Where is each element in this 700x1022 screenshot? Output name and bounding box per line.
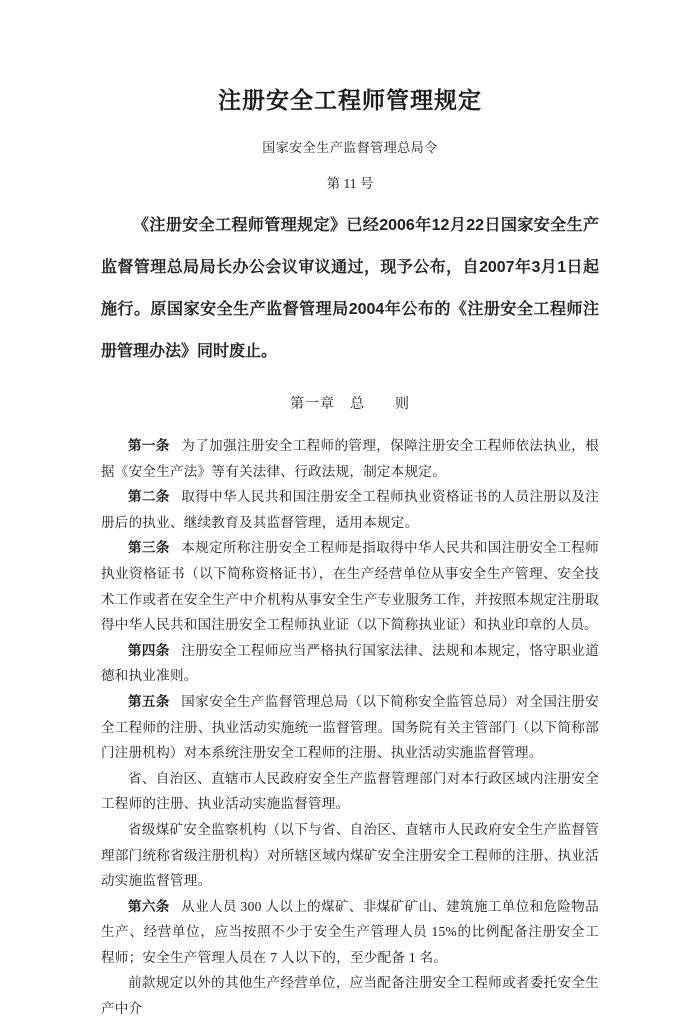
issuing-authority: 国家安全生产监督管理总局令 [262, 140, 438, 155]
article-paragraph [101, 433, 599, 484]
article-paragraph [101, 484, 599, 535]
article-text: 国家安全生产监督管理总局（以下简称安全监管总局）对全国注册安全工程师的注册、执业活动实施统一监督管理。国务院有关主管部门（以下简称部门注册机构）对本系统注册安全工程师的注册、执业活动实施监督管理。 [101, 693, 600, 761]
article-paragraph [101, 970, 599, 1021]
article-text: 省、自治区、直辖市人民政府安全生产监督管理部门对本行政区域内注册安全工程师的注册、执业活动实施监督管理。 [101, 770, 599, 812]
article-number: 第六条 [128, 898, 170, 914]
article-number: 第三条 [128, 540, 170, 556]
article-text: 前款规定以外的其他生产经营单位，应当配备注册安全工程师或者委托安全生产中介 [101, 975, 599, 1017]
chapter-heading: 第一章 总 则 [290, 397, 410, 412]
article-paragraph [101, 766, 599, 817]
article-paragraph [101, 817, 599, 894]
article-text: 从业人员 300 人以上的煤矿、非煤矿矿山、建筑施工单位和危险物品生产、经营单位，应当按照不少于安全生产管理人员 15%的比例配备注册安全工程师；安全生产管理人员在 7 人以下的，至少配备 1 名。 [101, 898, 599, 965]
article-text: 本规定所称注册安全工程师是指取得中华人民共和国注册安全工程师执业资格证书（以下简称资格证书），在生产经营单位从事安全生产管理、安全技术工作或者在安全生产中介机构从事安全生产专业服务工作，并按照本规定注册取得中华人民共和国注册安全工程师执业证（以下简称执业证）和执业印章的人员。 [101, 540, 600, 633]
article-number: 第四条 [128, 642, 170, 658]
article-paragraph [101, 689, 599, 766]
article-paragraph [101, 535, 599, 637]
articles-body [101, 433, 599, 1022]
article-text: 取得中华人民共和国注册安全工程师执业资格证书的人员注册以及注册后的执业、继续教育及其监督管理，适用本规定。 [101, 489, 600, 530]
article-number: 第一条 [128, 438, 170, 453]
article-number: 第五条 [128, 693, 170, 709]
article-text: 注册安全工程师应当严格执行国家法律、法规和本规定，恪守职业道德和执业准则。 [101, 642, 600, 684]
article-paragraph [101, 894, 599, 971]
order-number: 第 11 号 [326, 176, 374, 191]
article-number: 第二条 [128, 489, 170, 505]
article-paragraph [101, 638, 599, 689]
article-text: 省级煤矿安全监察机构（以下与省、自治区、直辖市人民政府安全生产监督管理部门统称省级注册机构）对所辖区域内煤矿安全注册安全工程师的注册、执业活动实施监督管理。 [101, 821, 599, 889]
document-title: 注册安全工程师管理规定 [218, 88, 482, 113]
article-text: 为了加强注册安全工程师的管理，保障注册安全工程师依法执业，根据《安全生产法》等有关法律、行政法规，制定本规定。 [101, 438, 600, 479]
announcement-paragraph: 《注册安全工程师管理规定》已经2006年12月22日国家安全生产监督管理总局局长办公会议审议通过，现予公布，自2007年3月1日起施行。原国家安全生产监督管理局2004年公布的《注册安全工程师注册管理办法》同时废止。 [101, 217, 599, 360]
